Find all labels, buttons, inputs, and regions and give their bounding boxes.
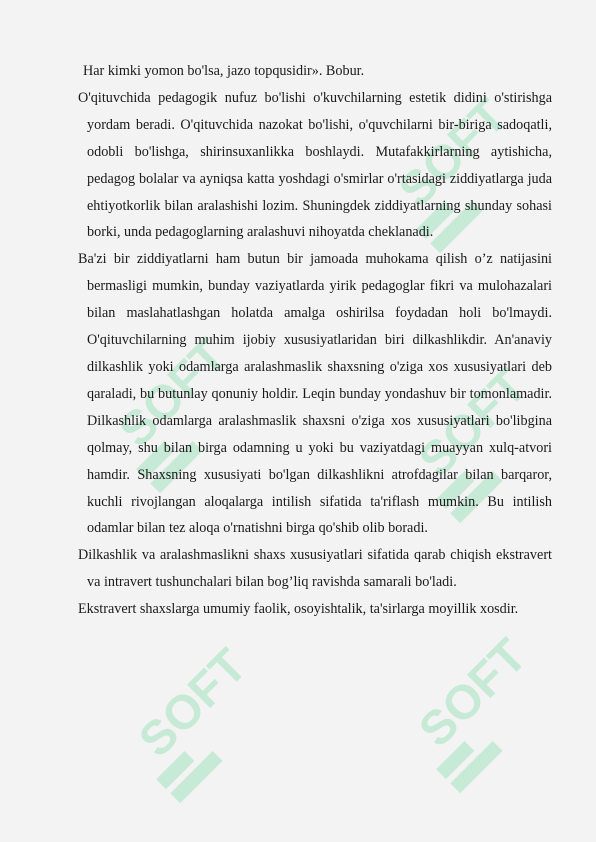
svg-text:SOFT: SOFT (409, 359, 538, 488)
svg-text:SOFT: SOFT (129, 639, 258, 768)
svg-text:SOFT: SOFT (409, 629, 538, 758)
paragraph-1: O'qituvchida pedagogik nufuz bo'lishi o'kuvchilarning estetik didini o'stirishga yordam beradi. O'qituvchida nazokat bo'lishi, o'quvchilarni bir-biriga sadoqatli, odobli bo'lishga, shirinsuxanlikka boshlaydi. Mutafakkirlarning aytishicha, pedagog bolalar va ayniqsa katta yoshdagi o'smirlar o'rtasidagi ziddiyatlarga juda ehtiyotkorlik bilan aralashishi lozim. Shuningdek ziddiyatlarning shunday sohasi borki, unda pedagoglarning aralashuvi nihoyatda cheklanadi. (78, 89, 552, 241)
paragraph-3: Dilkashlik va aralashmaslikni shaxs xususiyatlari sifatida qarab chiqish ekstravert va intravert tushunchalari bilan bog’liq ravishda samarali bo'ladi. (78, 547, 552, 591)
quote-line: Har kimki yomon bo'lsa, jazo topqusidir». Bobur. (83, 63, 365, 79)
watermark-logo-icon (80, 590, 310, 820)
paragraph-4: Ekstravert shaxslarga umumiy faolik, osoyishtalik, ta'sirlarga moyillik xosdir. (78, 601, 519, 618)
svg-text:SOFT: SOFT (389, 89, 518, 218)
svg-text:SOFT: SOFT (109, 329, 238, 458)
document-body (78, 58, 552, 623)
paragraph-2: Ba'zi bir ziddiyatlarni ham butun bir jamoada muhokama qilish o’z natijasini bermasligi mumkin, bunday vaziyatlarda yirik pedagoglar fikri va mulohazalari bilan maslahatlashgan holatda amalga oshirilsa foydadan holi bo'lmaydi. O'qituvchilarning muhim ijobiy xususiyatlaridan biri dilkashlikdir. An'anaviy dilkashlik yoki odamlarga aralashmaslik shaxsning o'ziga xos xususiyatlari deb qaraladi, bu butunlay qonuniy holdir. Leqin bunday yondashuv bir tomonlamadir. Dilkashlik odamlarga aralashmaslik shaxsni o'ziga xos xususiyatlari bo'libgina qolmay, shu bilan birga odamning u yoki bu vaziyatdagi muayyan xulq-atvori hamdir. Shaxsning xususiyati bo'lgan dilkashlikni atrofdagilar bilan barqaror, kuchli rivojlangan aloqalarga intilish sifatida ta'riflash mumkin. Bu intilish odamlar bilan tez aloqa o'rnatishni birga qo'shib olib boradi. (78, 251, 552, 537)
